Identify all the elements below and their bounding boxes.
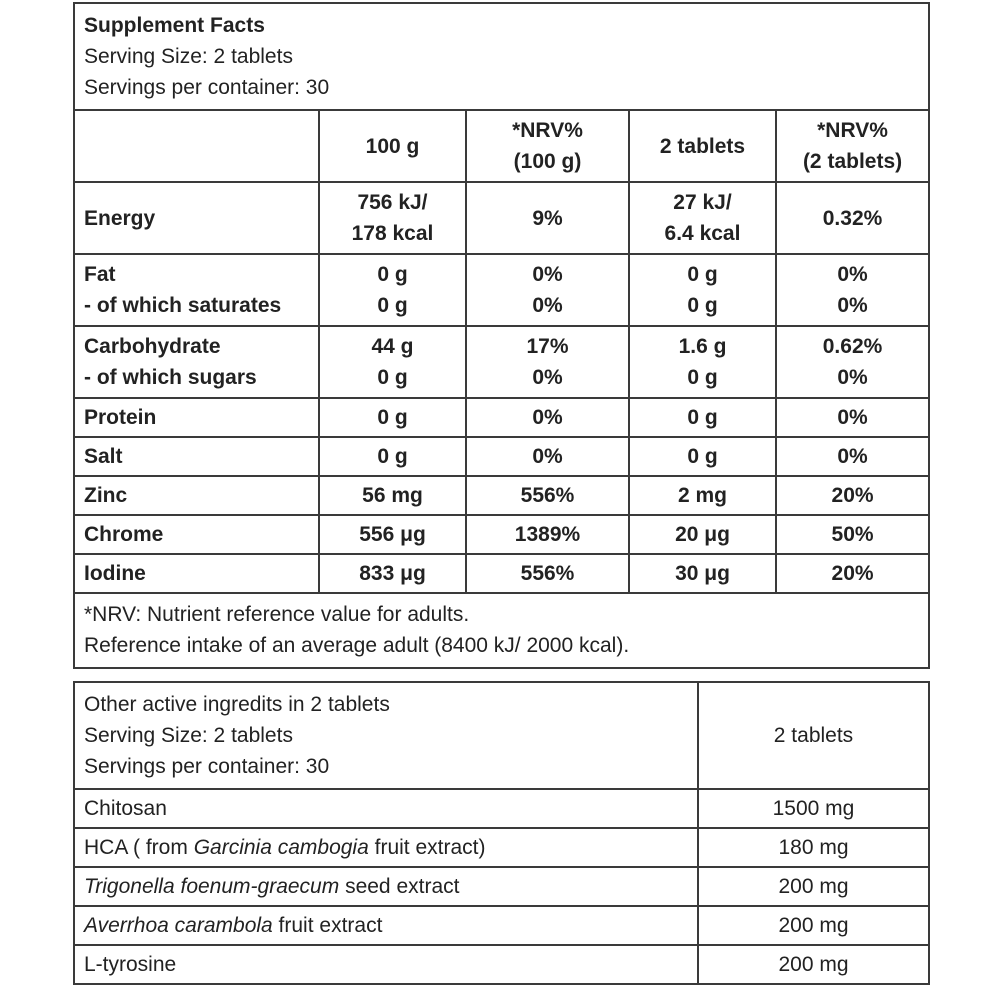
value-2-tablets-cell	[629, 398, 776, 437]
nutrient-name-cell	[74, 554, 319, 593]
servings-per-container: Servings per container: 30	[84, 76, 330, 99]
value-100g-cell	[319, 476, 466, 515]
nutrient-name: Chrome	[84, 523, 164, 546]
other-servings-per-container: Servings per container: 30	[84, 755, 330, 778]
ingredient-name-text: fruit extract)	[368, 836, 486, 859]
nutrient-name: Iodine	[84, 562, 146, 585]
nutrient-name: - of which sugars	[84, 366, 257, 389]
nutrient-row-chrome	[74, 515, 929, 554]
ingredient-name	[74, 906, 698, 945]
ingredient-name-text: HCA ( from	[84, 836, 194, 859]
other-ingredients-header	[74, 682, 929, 789]
value-100g: 0 g	[377, 445, 408, 468]
value-100g-cell	[319, 515, 466, 554]
nrv-100g: 17%	[526, 335, 569, 358]
ingredient-name-text: fruit extract	[272, 914, 383, 937]
nutrient-name-cell	[74, 437, 319, 476]
value-100g: 0 g	[377, 294, 408, 317]
nrv-2-tablets-cell	[776, 182, 929, 254]
value-2-tablets: 30 μg	[675, 562, 730, 585]
nrv-100g: 9%	[532, 206, 563, 230]
nrv-2-tablets-cell	[776, 437, 929, 476]
nrv-2-tablets-cell	[776, 554, 929, 593]
nutrient-name-cell	[74, 326, 319, 398]
other-serving-size: Serving Size: 2 tablets	[84, 724, 293, 747]
nrv-2-tablets-cell	[776, 254, 929, 326]
ingredient-amount: 1500 mg	[698, 789, 929, 828]
value-100g-cell	[319, 398, 466, 437]
nrv-2-tablets: 20%	[831, 484, 874, 507]
nrv-2-tablets: 0%	[837, 366, 868, 389]
other-ingredients-table	[73, 681, 930, 985]
ingredient-row	[74, 867, 929, 906]
value-100g-cell	[319, 437, 466, 476]
value-2-tablets: 20 μg	[675, 523, 730, 546]
value-2-tablets: 0 g	[687, 406, 718, 429]
nrv-2-tablets-cell	[776, 476, 929, 515]
nrv-100g-cell	[466, 515, 629, 554]
footnote-row	[74, 593, 929, 668]
nrv-100g-cell	[466, 326, 629, 398]
ingredient-name-latin: Averrhoa carambola	[84, 914, 273, 937]
value-2-tablets: 0 g	[687, 366, 718, 389]
value-100g: 0 g	[377, 263, 408, 286]
value-100g: 178 kcal	[351, 222, 434, 245]
value-100g-cell	[319, 326, 466, 398]
value-100g-cell	[319, 554, 466, 593]
footnote-nrv: *NRV: Nutrient reference value for adults.	[84, 603, 470, 626]
nrv-100g-cell	[466, 554, 629, 593]
ingredient-name-latin: Garcinia cambogia	[193, 836, 369, 859]
nutrient-name-cell	[74, 515, 319, 554]
footnote-reference-intake: Reference intake of an average adult (8400 kJ/ 2000 kcal).	[84, 634, 630, 657]
serving-size: Serving Size: 2 tablets	[84, 45, 293, 68]
value-100g: 44 g	[371, 335, 414, 358]
ingredient-amount: 200 mg	[698, 867, 929, 906]
value-2-tablets: 1.6 g	[678, 335, 727, 358]
nutrient-row-iodine	[74, 554, 929, 593]
ingredient-amount: 180 mg	[698, 828, 929, 867]
nrv-100g: 0%	[532, 406, 563, 429]
nrv-100g: 0%	[532, 366, 563, 389]
value-2-tablets-cell	[629, 182, 776, 254]
nrv-100g-cell	[466, 476, 629, 515]
nutrient-name: Energy	[84, 206, 156, 230]
col-header-nrv-2-tablets: *NRV% (2 tablets)	[776, 110, 929, 182]
ingredient-name-latin: Trigonella foenum-graecum	[84, 875, 340, 898]
value-100g: 0 g	[377, 406, 408, 429]
value-2-tablets-cell	[629, 476, 776, 515]
value-2-tablets: 6.4 kcal	[664, 222, 741, 245]
value-100g: 56 mg	[362, 484, 423, 507]
nrv-100g: 556%	[520, 484, 575, 507]
col-header-2-tablets: 2 tablets	[629, 110, 776, 182]
nrv-2-tablets: 0%	[837, 294, 868, 317]
supplement-facts-title: Supplement Facts	[84, 14, 265, 37]
nutrient-name-cell	[74, 476, 319, 515]
value-2-tablets: 0 g	[687, 263, 718, 286]
nutrient-row-carbohydrate	[74, 326, 929, 398]
ingredient-name	[74, 828, 698, 867]
nrv-2-tablets-cell	[776, 398, 929, 437]
nrv-100g: 1389%	[514, 523, 581, 546]
value-100g: 756 kJ/	[357, 191, 428, 214]
ingredient-name-text: L-tyrosine	[84, 953, 177, 976]
col-header-nrv-100g: *NRV% (100 g)	[466, 110, 629, 182]
nutrient-name: Protein	[84, 406, 157, 429]
value-2-tablets: 0 g	[687, 294, 718, 317]
nrv-2-tablets: 0%	[837, 263, 868, 286]
nrv-100g-cell	[466, 254, 629, 326]
value-2-tablets-cell	[629, 554, 776, 593]
value-2-tablets: 2 mg	[677, 484, 727, 507]
nutrient-name: - of which saturates	[84, 294, 282, 317]
nrv-2-tablets: 20%	[831, 562, 874, 585]
nutrient-row-protein	[74, 398, 929, 437]
ingredient-name	[74, 945, 698, 984]
nrv-2-tablets-cell	[776, 326, 929, 398]
nrv-100g-cell	[466, 182, 629, 254]
nrv-100g: 556%	[520, 562, 575, 585]
value-2-tablets: 27 kJ/	[673, 191, 732, 214]
nrv-2-tablets: 0%	[837, 406, 868, 429]
value-2-tablets-cell	[629, 254, 776, 326]
nrv-2-tablets-cell	[776, 515, 929, 554]
nutrient-name-cell	[74, 254, 319, 326]
nrv-100g-cell	[466, 437, 629, 476]
nrv-100g: 0%	[532, 263, 563, 286]
empty-header-cell	[74, 110, 319, 182]
supplement-facts-table	[73, 2, 930, 669]
ingredient-amount: 200 mg	[698, 906, 929, 945]
value-100g: 833 μg	[359, 562, 426, 585]
nutrient-row-energy	[74, 182, 929, 254]
nrv-100g: 0%	[532, 294, 563, 317]
nutrient-row-fat	[74, 254, 929, 326]
other-col-header-2-tablets: 2 tablets	[698, 682, 929, 789]
nutrient-row-salt	[74, 437, 929, 476]
other-ingredients-title: Other active ingredits in 2 tablets	[84, 693, 390, 716]
ingredient-name	[74, 789, 698, 828]
nutrient-name-cell	[74, 182, 319, 254]
ingredient-row	[74, 906, 929, 945]
ingredient-name-text: seed extract	[339, 875, 460, 898]
nrv-2-tablets: 50%	[831, 523, 874, 546]
nutrient-name: Carbohydrate	[84, 335, 221, 358]
nrv-2-tablets: 0.32%	[822, 206, 883, 230]
column-header-row	[74, 110, 929, 182]
value-100g-cell	[319, 254, 466, 326]
ingredient-row	[74, 945, 929, 984]
ingredient-row	[74, 789, 929, 828]
ingredient-row	[74, 828, 929, 867]
value-100g: 0 g	[377, 366, 408, 389]
value-100g: 556 μg	[359, 523, 426, 546]
value-2-tablets-cell	[629, 515, 776, 554]
col-header-100g: 100 g	[319, 110, 466, 182]
nutrient-name: Fat	[84, 263, 116, 286]
other-ingredients-title-cell	[74, 682, 698, 789]
value-2-tablets: 0 g	[687, 445, 718, 468]
nutrient-name-cell	[74, 398, 319, 437]
ingredient-name	[74, 867, 698, 906]
nrv-2-tablets: 0%	[837, 445, 868, 468]
value-2-tablets-cell	[629, 326, 776, 398]
nrv-2-tablets: 0.62%	[822, 335, 883, 358]
value-100g-cell	[319, 182, 466, 254]
supplement-facts-header	[74, 3, 929, 110]
ingredient-name-text: Chitosan	[84, 797, 167, 820]
nutrient-row-zinc	[74, 476, 929, 515]
nrv-100g-cell	[466, 398, 629, 437]
nutrient-name: Salt	[84, 445, 123, 468]
nutrient-name: Zinc	[84, 484, 128, 507]
ingredient-amount: 200 mg	[698, 945, 929, 984]
value-2-tablets-cell	[629, 437, 776, 476]
nrv-100g: 0%	[532, 445, 563, 468]
